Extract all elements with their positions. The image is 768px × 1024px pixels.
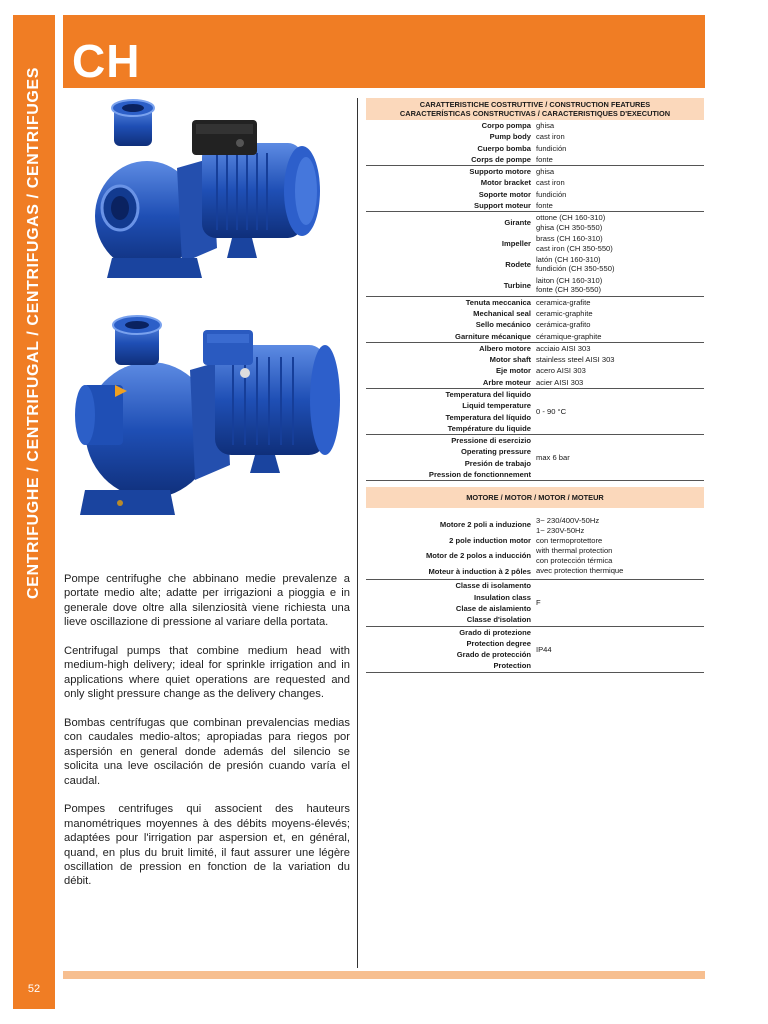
motor-header: MOTORE / MOTOR / MOTOR / MOTEUR [366, 487, 704, 508]
page-title: CH [72, 35, 141, 87]
spec-row-impeller: Girante ottone (CH 160-310) ghisa (CH 350-550) Impeller brass (CH 160-310) cast iron (CH 350-550) Rodete latón (CH 160-310) fundición (CH 350-550) Turbine laiton (CH 160-310) fonte (CH 350-550) [366, 212, 704, 296]
spec-row-motor-bracket: Supporto motore Motor bracket Soporte motor Support moteur ghisa cast iron fundición fonte [366, 166, 704, 212]
description-english: Centrifugal pumps that combine medium head with medium-high delivery; ideal for sprinkle irrigation and in applications where quiet operations are requested and only slight pressure change as the delivery changes. [64, 645, 350, 701]
description-french: Pompes centrifuges qui associent des hauteurs manométriques moyennes à des débits moyens-élevés; adaptées pour l'irrigation par aspersion et, en général, quand, en plus du bruit limité, il faut assurer une légère oscillation de pression en fonction de la variation du débit. [64, 803, 350, 888]
page-number: 52 [27, 983, 41, 995]
spec-row-motor-type: Motore 2 poli a induzione 2 pole induction motor Motor de 2 polos a inducción Moteur à induction à 2 pôles 3~ 230/400V-50Hz 1~ 230V-50Hz con termoprotettore with thermal protection con protección térmica avec protection thermique [366, 508, 704, 580]
pump-image-bottom [75, 315, 340, 525]
spec-row-pump-body: Corpo pompa Pump body Cuerpo bomba Corps de pompe ghisa cast iron fundición fonte [366, 120, 704, 166]
spec-row-mechanical-seal: Tenuta meccanica Mechanical seal Sello mecánico Garniture mécanique ceramica-grafite ceramic-graphite cerámica-grafito céramique-graphite [366, 297, 704, 343]
spec-row-liquid-temperature: Temperatura del liquido Liquid temperature Temperatura del líquido Température du liquide 0 - 90 °C [366, 389, 704, 435]
construction-features-header: CARATTERISTICHE COSTRUTTIVE / CONSTRUCTION FEATURES CARACTERÍSTICAS CONSTRUCTIVAS / CARACTERISTIQUES D'EXECUTION [366, 98, 704, 120]
spec-row-motor-shaft: Albero motore Motor shaft Eje motor Arbre moteur acciaio AISI 303 stainless steel AISI 303 acero AISI 303 acier AISI 303 [366, 343, 704, 389]
spec-row-protection-degree: Grado di protezione Protection degree Grado de protección Protection IP44 [366, 627, 704, 673]
header-bar [63, 15, 705, 88]
product-description [64, 572, 350, 903]
category-vertical-title: CENTRIFUGHE / CENTRIFUGAL / CENTRIFUGAS / CENTRIFUGES [25, 67, 42, 599]
specifications-table [366, 98, 704, 673]
spec-row-insulation-class: Classe di isolamento Insulation class Clase de aislamiento Classe d'isolation F [366, 580, 704, 626]
pump-image-top [92, 98, 332, 288]
spec-row-operating-pressure: Pressione di esercizio Operating pressure Presión de trabajo Pression de fonctionnement max 6 bar [366, 435, 704, 481]
description-italian: Pompe centrifughe che abbinano medie prevalenze a portate medio alte; adatte per irrigazioni a pioggia e in generale dove oltre alla silenziosità viene richiesta una lieve oscillazione di pressione al variare della portata. [64, 573, 350, 629]
column-divider [357, 98, 358, 968]
description-spanish: Bombas centrífugas que combinan prevalencias medias con caudales medio-altos; apropiadas para riegos por aspersión en general donde además del silencio se solicita una leve oscilación de presión cuando varía el caudal. [64, 717, 350, 787]
footer-bar [63, 971, 705, 979]
